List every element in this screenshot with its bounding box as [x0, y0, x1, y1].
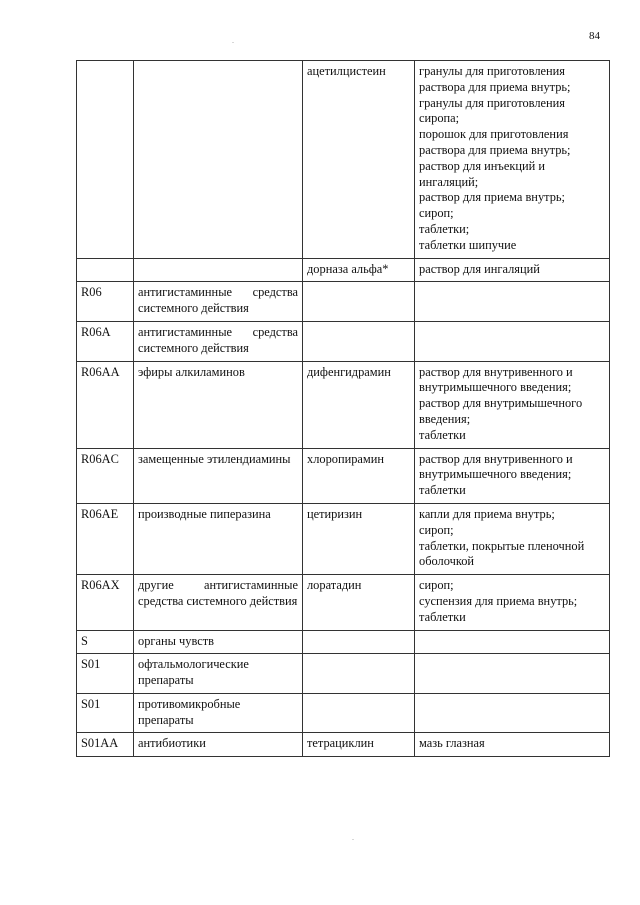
drug-name-cell: хлоропирамин [303, 448, 415, 503]
dosage-form-item: таблетки, покрытые пленочной оболочкой [419, 538, 585, 569]
atc-code-cell: R06AX [77, 575, 134, 630]
table-row [77, 361, 610, 448]
dosage-form-item: таблетки [419, 609, 466, 624]
dosage-form-item: сироп; [419, 578, 454, 593]
dosage-form-item: гранулы для приготовления сиропа; [419, 95, 565, 126]
dosage-forms-cell [415, 282, 610, 322]
atc-code-cell: R06 [77, 282, 134, 322]
dosage-form-item: мазь глазная [419, 736, 485, 751]
drug-name-cell: цетиризин [303, 503, 415, 574]
atc-group-cell: офтальмологические препараты [134, 654, 303, 694]
dosage-form-item: таблетки [419, 427, 466, 442]
table-row [77, 282, 610, 322]
dosage-forms-cell [415, 258, 610, 282]
dosage-forms-cell [415, 693, 610, 733]
dosage-form-item: раствор для ингаляций [419, 261, 540, 276]
dosage-form-item: сироп; [419, 522, 454, 537]
dosage-form-item: порошок для приготовления раствора для приема внутрь; [419, 127, 571, 157]
drug-name-cell: ацетилцистеин [303, 61, 415, 259]
dosage-form-item: раствор для внутривенного и внутримышечного введения; [419, 364, 573, 395]
atc-code-cell: R06AE [77, 503, 134, 574]
table-row [77, 448, 610, 503]
dosage-form-item: суспензия для приема внутрь; [419, 593, 578, 608]
atc-code-cell: S01AA [77, 733, 134, 757]
dosage-form-item: капли для приема внутрь; [419, 506, 555, 521]
drug-name-cell: тетрациклин [303, 733, 415, 757]
dosage-forms-cell [415, 503, 610, 574]
drug-name-cell: дифенгидрамин [303, 361, 415, 448]
atc-group-cell [134, 61, 303, 259]
scan-speck: . [352, 833, 354, 842]
atc-group-cell: антигистаминные средства системного действия [134, 321, 303, 361]
atc-group-cell: органы чувств [134, 630, 303, 654]
drug-name-cell [303, 321, 415, 361]
dosage-form-item: таблетки шипучие [419, 237, 517, 252]
dosage-form-item: раствор для внутривенного и внутримышечного введения; [419, 451, 573, 482]
dosage-form-item: сироп; [419, 206, 454, 221]
atc-code-cell: S [77, 630, 134, 654]
table-row [77, 321, 610, 361]
dosage-form-item: таблетки; [419, 221, 470, 236]
scan-speck: . [232, 36, 234, 45]
atc-code-cell: R06AA [77, 361, 134, 448]
dosage-form-item: раствор для инъекций и ингаляций; [419, 158, 545, 189]
drug-name-cell: лоратадин [303, 575, 415, 630]
table-row [77, 654, 610, 694]
drug-name-cell [303, 654, 415, 694]
dosage-form-item: гранулы для приготовления раствора для приема внутрь; [419, 64, 571, 94]
table-row [77, 575, 610, 630]
dosage-form-item: раствор для приема внутрь; [419, 190, 565, 205]
atc-code-cell: S01 [77, 654, 134, 694]
dosage-form-item: таблетки [419, 483, 466, 498]
page-number: 84 [589, 30, 600, 42]
drug-name-cell: дорназа альфа* [303, 258, 415, 282]
atc-group-cell: противомикробные препараты [134, 693, 303, 733]
dosage-forms-cell [415, 733, 610, 757]
dosage-forms-cell [415, 630, 610, 654]
table-row [77, 503, 610, 574]
dosage-form-item: раствор для внутримышечного введения; [419, 396, 583, 426]
table-row [77, 693, 610, 733]
drug-name-cell [303, 630, 415, 654]
table-row [77, 630, 610, 654]
atc-group-cell: замещенные этилендиамины [134, 448, 303, 503]
dosage-forms-cell [415, 448, 610, 503]
dosage-forms-cell [415, 361, 610, 448]
atc-group-cell: другие антигистаминные средства системного действия [134, 575, 303, 630]
atc-group-cell [134, 258, 303, 282]
atc-group-cell: эфиры алкиламинов [134, 361, 303, 448]
table-row [77, 61, 610, 259]
atc-code-cell: R06AC [77, 448, 134, 503]
dosage-forms-cell [415, 61, 610, 259]
table-row [77, 258, 610, 282]
atc-group-cell: антигистаминные средства системного действия [134, 282, 303, 322]
drug-table [76, 60, 610, 757]
atc-code-cell [77, 258, 134, 282]
table-body [77, 61, 610, 757]
drug-name-cell [303, 282, 415, 322]
atc-group-cell: производные пиперазина [134, 503, 303, 574]
atc-code-cell: S01 [77, 693, 134, 733]
dosage-forms-cell [415, 321, 610, 361]
dosage-forms-cell [415, 654, 610, 694]
drug-name-cell [303, 693, 415, 733]
dosage-forms-cell [415, 575, 610, 630]
atc-group-cell: антибиотики [134, 733, 303, 757]
atc-code-cell: R06A [77, 321, 134, 361]
table-row [77, 733, 610, 757]
atc-code-cell [77, 61, 134, 259]
